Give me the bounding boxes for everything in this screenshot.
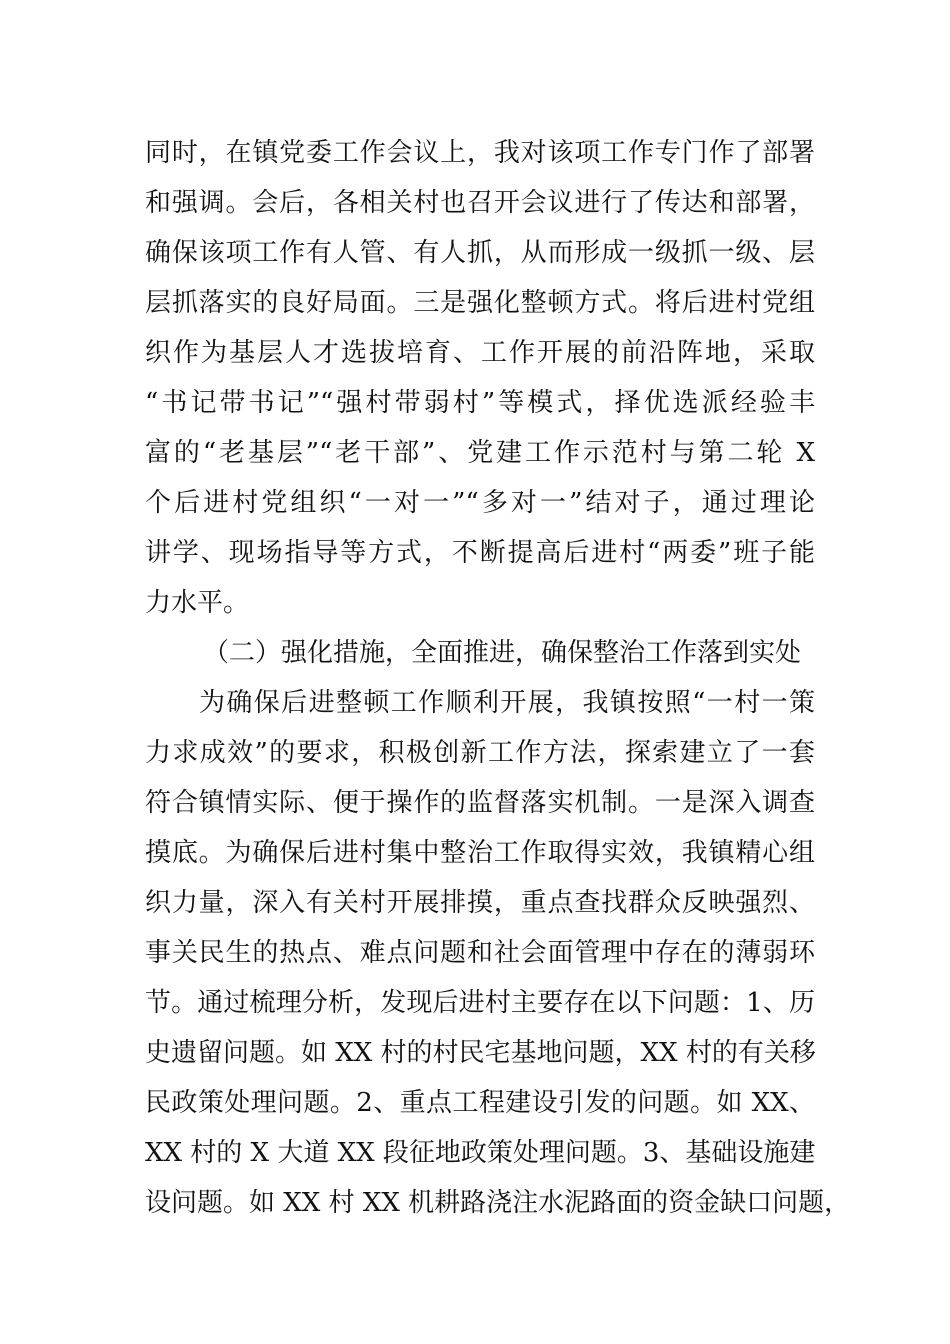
text-line: 力求成效”的要求，积极创新工作方法，探索建立了一套 [145,738,815,768]
text-line: 史遗留问题。如 XX 村的村民宅基地问题，XX 村的有关移 [145,1038,816,1068]
text-line: 讲学、现场指导等方式，不断提高后进村“两委”班子能 [145,538,815,568]
text-line: 力水平。 [145,588,250,618]
text-line: 设问题。如 XX 村 XX 机耕路浇注水泥路面的资金缺口问题， [145,1188,851,1218]
section-heading: （二）强化措施，全面推进，确保整治工作落到实处 [203,638,802,668]
text-line: 富的“老基层”“老干部”、党建工作示范村与第二轮 X [145,438,815,468]
text-line: 节。通过梳理分析，发现后进村主要存在以下问题：1、历 [145,988,815,1018]
text-line: XX 村的 X 大道 XX 段征地政策处理问题。3、基础设施建 [145,1138,816,1168]
text-line: 摸底。为确保后进村集中整治工作取得实效，我镇精心组 [145,838,815,868]
text-line: 民政策处理问题。2、重点工程建设引发的问题。如 XX、 [145,1088,815,1118]
text-line: 符合镇情实际、便于操作的监督落实机制。一是深入调查 [145,788,815,818]
text-line: 事关民生的热点、难点问题和社会面管理中存在的薄弱环 [145,938,815,968]
text-line: 确保该项工作有人管、有人抓，从而形成一级抓一级、层 [145,238,815,268]
text-line: 个后进村党组织“一对一”“多对一”结对子，通过理论 [145,488,815,518]
text-line: 织力量，深入有关村开展排摸，重点查找群众反映强烈、 [145,888,815,918]
text-line: 织作为基层人才选拔培育、工作开展的前沿阵地，采取 [145,338,815,368]
text-line: 为确保后进整顿工作顺利开展，我镇按照“一村一策 [199,688,815,718]
text-line: 同时，在镇党委工作会议上，我对该项工作专门作了部署 [145,138,815,168]
text-line: “书记带书记”“强村带弱村”等模式，择优选派经验丰 [145,388,815,418]
text-line: 层抓落实的良好局面。三是强化整顿方式。将后进村党组 [145,288,815,318]
text-line: 和强调。会后，各相关村也召开会议进行了传达和部署， [145,188,815,218]
